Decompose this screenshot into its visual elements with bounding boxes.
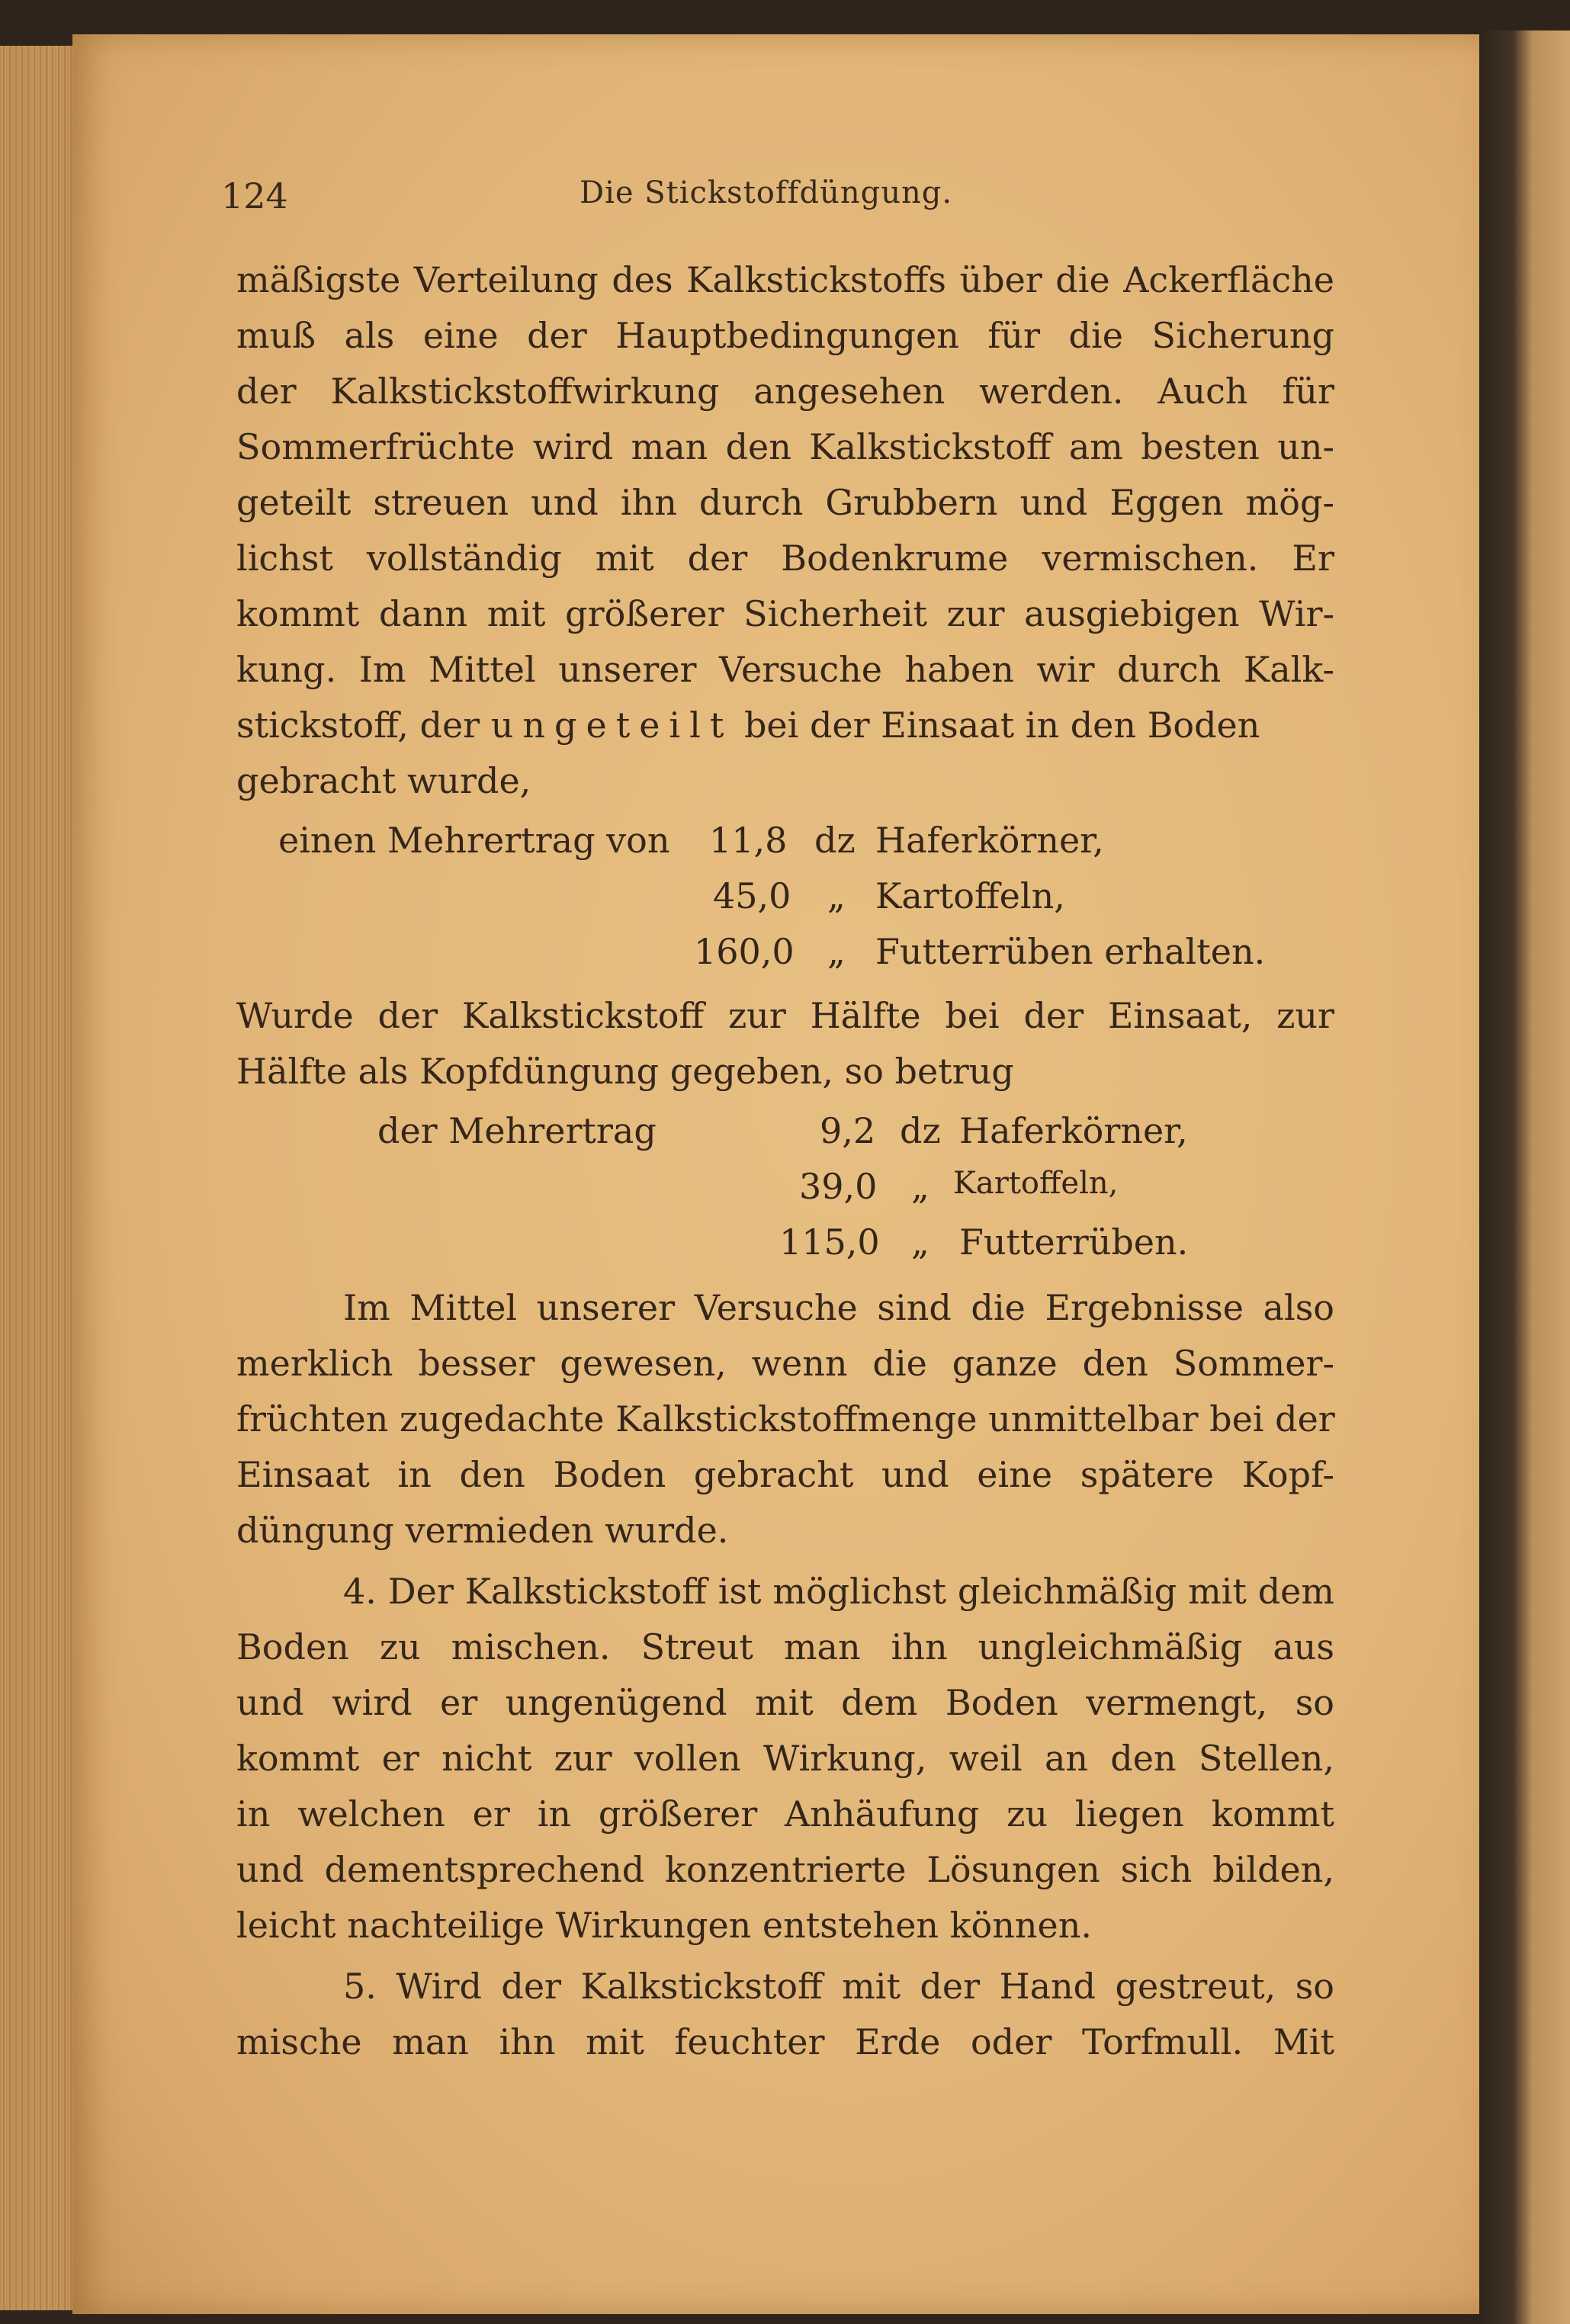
table2-intro: der Mehrertrag [377, 1110, 657, 1151]
text-line: Boden zu mischen. Streut man ihn ungleichmäßig aus [236, 1626, 1334, 1668]
table1-intro: einen Mehrertrag von [278, 820, 670, 861]
text-line: lichst vollständig mit der Bodenkrume vermischen. Er [236, 538, 1334, 579]
table1-item: Kartoffeln, [875, 875, 1065, 916]
text-line: Hälfte als Kopfdüngung gegeben, so betrug [236, 1051, 1014, 1092]
book-right-edge [1475, 30, 1570, 2324]
running-title: Die Stickstoffdüngung. [580, 175, 953, 210]
text-line: Im Mittel unserer Versuche sind die Ergebnisse also [343, 1287, 1334, 1328]
table1-unit: „ [827, 875, 846, 916]
table1-value: 160,0 [694, 931, 795, 972]
text-line: 4. Der Kalkstickstoff ist möglichst gleichmäßig mit dem [343, 1571, 1334, 1612]
text-fragment: stickstoff, der [236, 705, 480, 746]
text-line: in welchen er in größerer Anhäufung zu liegen kommt [236, 1793, 1334, 1834]
text-line: der Kalkstickstoffwirkung angesehen werden. Auch für [236, 371, 1334, 412]
text-line: leicht nachteilige Wirkungen entstehen können. [236, 1905, 1092, 1946]
text-line: geteilt streuen und ihn durch Grubbern und Eggen mög- [236, 482, 1334, 523]
table1-unit: „ [827, 931, 846, 972]
emphasis-spaced-word: ungeteilt [490, 705, 734, 746]
table1-value: 11,8 [709, 820, 788, 861]
table2-item: Haferkörner, [959, 1110, 1188, 1151]
table2-unit: dz [900, 1110, 941, 1151]
table2-unit: „ [911, 1166, 929, 1207]
text-line: Einsaat in den Boden gebracht und eine spätere Kopf- [236, 1454, 1334, 1495]
text-line: kommt dann mit größerer Sicherheit zur ausgiebigen Wir- [236, 593, 1334, 634]
table2-value: 115,0 [779, 1221, 880, 1263]
text-line [236, 705, 1260, 746]
text-line: und wird er ungenügend mit dem Boden vermengt, so [236, 1682, 1334, 1723]
text-line: Sommerfrüchte wird man den Kalkstickstoff am besten un- [236, 426, 1334, 467]
table2-value: 9,2 [820, 1110, 876, 1151]
text-line: und dementsprechend konzentrierte Lösungen sich bilden, [236, 1849, 1334, 1890]
text-line: früchten zugedachte Kalkstickstoffmenge unmittelbar bei der [236, 1398, 1335, 1440]
text-line: mäßigste Verteilung des Kalkstickstoffs über die Ackerfläche [236, 259, 1334, 300]
text-line: gebracht wurde, [236, 760, 531, 801]
table2-unit: „ [911, 1221, 929, 1263]
table2-item: Kartoffeln, [953, 1166, 1119, 1201]
text-line: kung. Im Mittel unserer Versuche haben wir durch Kalk- [236, 649, 1334, 690]
text-fragment: bei der Einsaat in den Boden [743, 705, 1260, 746]
text-line: merklich besser gewesen, wenn die ganze den Sommer- [236, 1343, 1334, 1384]
text-line: 5. Wird der Kalkstickstoff mit der Hand gestreut, so [343, 1966, 1334, 2007]
table1-item: Haferkörner, [875, 820, 1104, 861]
table2-item: Futterrüben. [959, 1221, 1189, 1263]
text-line: Wurde der Kalkstickstoff zur Hälfte bei der Einsaat, zur [236, 995, 1334, 1036]
text-line: düngung vermieden wurde. [236, 1510, 729, 1551]
table1-value: 45,0 [713, 875, 791, 916]
table1-unit: dz [814, 820, 856, 861]
table2-value: 39,0 [799, 1166, 878, 1207]
text-line: mische man ihn mit feuchter Erde oder Torfmull. Mit [236, 2021, 1334, 2062]
page-number: 124 [221, 175, 288, 217]
text-line: muß als eine der Hauptbedingungen für die Sicherung [236, 315, 1334, 356]
table1-item: Futterrüben erhalten. [875, 931, 1266, 972]
text-line: kommt er nicht zur vollen Wirkung, weil an den Stellen, [236, 1738, 1334, 1779]
book-page-edges [0, 46, 76, 2310]
